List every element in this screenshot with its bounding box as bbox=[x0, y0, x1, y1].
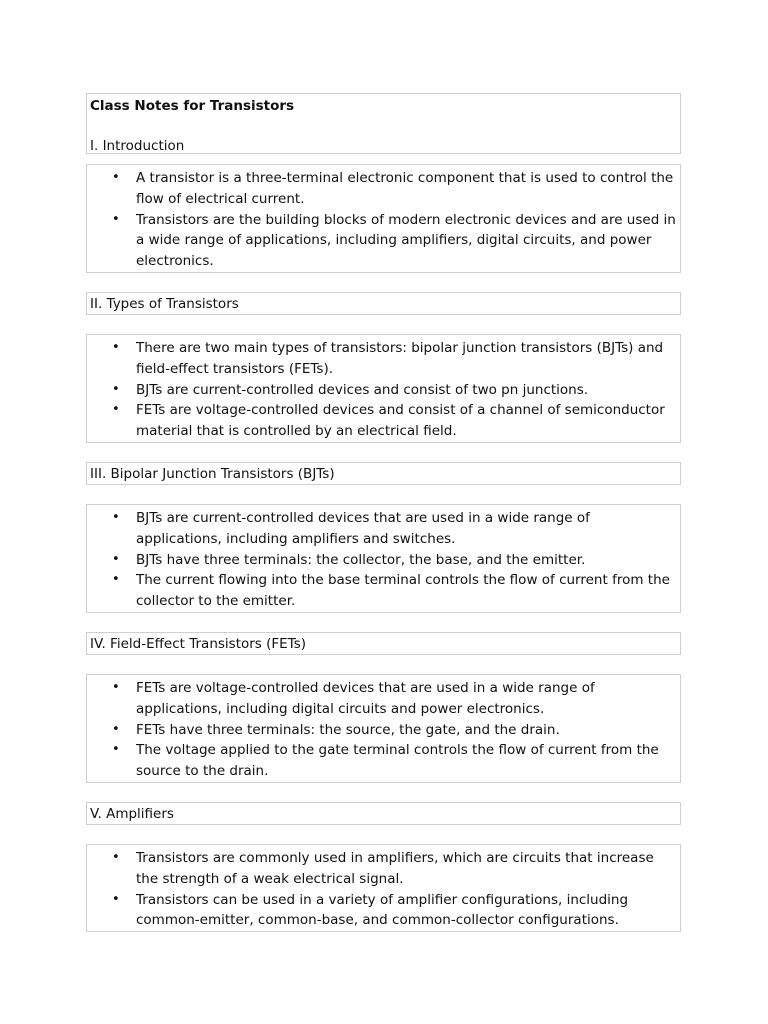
list-item-text: FETs are voltage-controlled devices and consist of a channel of semiconductor material that is controlled by an electrical field. bbox=[136, 402, 665, 440]
bullet-icon: • bbox=[112, 509, 120, 525]
list-item bbox=[87, 570, 678, 612]
bullet-icon: • bbox=[112, 339, 120, 355]
list-item-text: There are two main types of transistors: bipolar junction transistors (BJTs) and field-effect transistors (FETs). bbox=[136, 339, 664, 377]
section-heading-bjts: III. Bipolar Junction Transistors (BJTs) bbox=[86, 462, 681, 485]
list-item-text: FETs have three terminals: the source, the gate, and the drain. bbox=[136, 721, 560, 738]
document-title: Class Notes for Transistors bbox=[90, 98, 295, 114]
amplifiers-bullet-list bbox=[87, 848, 678, 931]
list-item bbox=[87, 890, 678, 932]
introduction-bullet-list bbox=[87, 168, 678, 272]
header-box bbox=[86, 93, 681, 154]
bullet-icon: • bbox=[112, 679, 120, 695]
bullet-icon: • bbox=[112, 572, 120, 588]
list-item bbox=[87, 720, 678, 741]
bullet-icon: • bbox=[112, 742, 120, 758]
section-heading-introduction: I. Introduction bbox=[90, 138, 185, 154]
list-item bbox=[87, 740, 678, 782]
list-item bbox=[87, 400, 678, 442]
bullet-icon: • bbox=[112, 849, 120, 865]
section-heading-fets: IV. Field-Effect Transistors (FETs) bbox=[86, 632, 681, 655]
list-item-text: The current flowing into the base terminal controls the flow of current from the collector to the emitter. bbox=[136, 572, 670, 610]
list-item-text: BJTs are current-controlled devices and consist of two pn junctions. bbox=[136, 381, 589, 398]
list-item bbox=[87, 508, 678, 550]
list-item bbox=[87, 678, 678, 720]
list-item bbox=[87, 338, 678, 380]
types-bullet-list bbox=[87, 338, 678, 442]
bullet-icon: • bbox=[112, 891, 120, 907]
introduction-bullet-box bbox=[86, 164, 681, 273]
amplifiers-bullet-box bbox=[86, 844, 681, 932]
list-item bbox=[87, 848, 678, 890]
list-item-text: Transistors are commonly used in amplifiers, which are circuits that increase the strength of a weak electrical signal. bbox=[136, 849, 654, 887]
bjts-bullet-list bbox=[87, 508, 678, 612]
bullet-icon: • bbox=[112, 381, 120, 397]
bullet-icon: • bbox=[112, 170, 120, 185]
list-item-text: BJTs are current-controlled devices that are used in a wide range of applications, including amplifiers and switches. bbox=[136, 509, 590, 547]
list-item-text: Transistors are the building blocks of modern electronic devices and are used in a wide range of applications, including amplifiers, digital circuits, and power electronics. bbox=[136, 211, 676, 270]
list-item-text: A transistor is a three-terminal electronic component that is used to control the flow of electrical current. bbox=[136, 170, 674, 207]
bullet-icon: • bbox=[112, 402, 120, 418]
bullet-icon: • bbox=[112, 551, 120, 567]
fets-bullet-box bbox=[86, 674, 681, 783]
bjts-bullet-box bbox=[86, 504, 681, 613]
types-bullet-box bbox=[86, 334, 681, 443]
list-item-text: Transistors can be used in a variety of amplifier configurations, including common-emitter, common-base, and common-collector configurations. bbox=[136, 891, 629, 929]
section-heading-types: II. Types of Transistors bbox=[86, 292, 681, 315]
list-item bbox=[87, 380, 678, 401]
list-item-text: BJTs have three terminals: the collector, the base, and the emitter. bbox=[136, 551, 586, 568]
section-heading-amplifiers: V. Amplifiers bbox=[86, 802, 681, 825]
list-item bbox=[87, 210, 678, 272]
list-item-text: FETs are voltage-controlled devices that are used in a wide range of applications, including digital circuits and power electronics. bbox=[136, 679, 595, 717]
list-item bbox=[87, 550, 678, 571]
bullet-icon: • bbox=[112, 211, 120, 227]
list-item-text: The voltage applied to the gate terminal controls the flow of current from the source to the drain. bbox=[136, 742, 659, 780]
list-item bbox=[87, 168, 678, 210]
bullet-icon: • bbox=[112, 721, 120, 737]
document-page bbox=[86, 93, 681, 932]
fets-bullet-list bbox=[87, 678, 678, 782]
